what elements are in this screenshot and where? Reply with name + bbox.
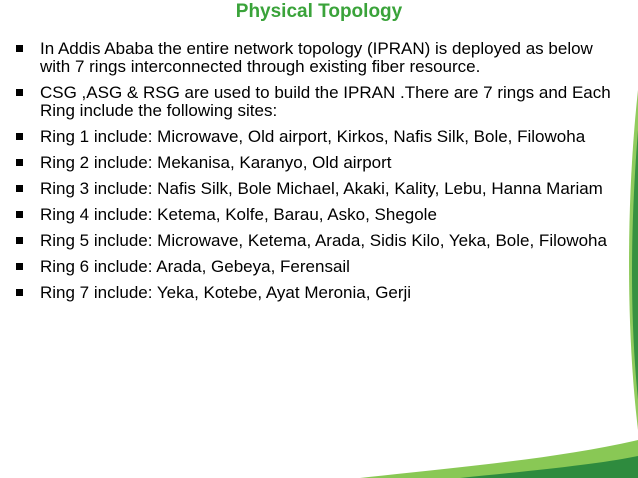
bullet-text: Ring 3 include: Nafis Silk, Bole Michael, Akaki, Kality, Lebu, Hanna Mariam [40, 179, 603, 198]
bullet-item [12, 284, 612, 302]
square-bullet-icon [16, 133, 23, 140]
bullet-item [12, 40, 612, 76]
square-bullet-icon [16, 159, 23, 166]
bullet-item [12, 154, 612, 172]
bullet-item [12, 258, 612, 276]
bullet-item [12, 84, 612, 120]
square-bullet-icon [16, 263, 23, 270]
square-bullet-icon [16, 185, 23, 192]
square-bullet-icon [16, 211, 23, 218]
bullet-text: Ring 4 include: Ketema, Kolfe, Barau, Asko, Shegole [40, 205, 437, 224]
slide-title: Physical Topology [235, 1, 403, 22]
bullet-text: In Addis Ababa the entire network topology (IPRAN) is deployed as below with 7 rings interconnected through existing fiber resource. [40, 39, 593, 76]
bullet-item [12, 180, 612, 198]
bullet-text: Ring 1 include: Microwave, Old airport, Kirkos, Nafis Silk, Bole, Filowoha [40, 127, 586, 146]
square-bullet-icon [16, 89, 23, 96]
bullet-text: CSG ,ASG & RSG are used to build the IPRAN .There are 7 rings and Each Ring include the following sites: [40, 83, 611, 120]
bullet-item [12, 232, 612, 250]
bullet-text: Ring 5 include: Microwave, Ketema, Arada, Sidis Kilo, Yeka, Bole, Filowoha [40, 231, 607, 250]
bullet-text: Ring 7 include: Yeka, Kotebe, Ayat Meronia, Gerji [40, 283, 412, 302]
square-bullet-icon [16, 289, 23, 296]
bullet-item [12, 206, 612, 224]
decorative-swoosh-right [618, 0, 638, 478]
bullet-text: Ring 6 include: Arada, Gebeya, Ferensail [40, 257, 350, 276]
square-bullet-icon [16, 237, 23, 244]
square-bullet-icon [16, 45, 23, 52]
bullet-list [12, 40, 612, 310]
decorative-swoosh-bottom [0, 418, 638, 478]
bullet-text: Ring 2 include: Mekanisa, Karanyo, Old airport [40, 153, 392, 172]
bullet-item [12, 128, 612, 146]
